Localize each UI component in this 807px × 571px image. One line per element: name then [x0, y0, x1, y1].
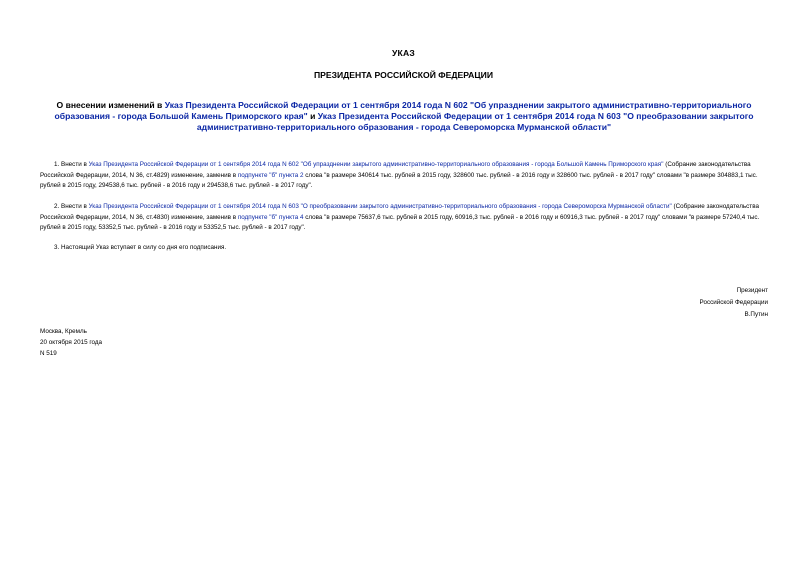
paragraph-1: [40, 160, 772, 192]
doc-type-heading: УКАЗ: [392, 48, 415, 58]
place-city: Москва, Кремль: [40, 328, 87, 335]
paragraph-2: [40, 202, 772, 234]
title-link-decree-603[interactable]: Указ Президента Российской Федерации от 1 сентября 2014 года N 603 "О преобразовании закрытого административно-территориального образования - города Североморска Мурманской области": [196, 111, 754, 132]
issuer-heading: ПРЕЗИДЕНТА РОССИЙСКОЙ ФЕДЕРАЦИИ: [313, 70, 494, 80]
signature-org: Российской Федерации: [699, 299, 768, 306]
place-date-block: [40, 326, 240, 359]
p2-text-b: слова "в размере 75637,6 тыс. рублей в 2015 году, 60916,3 тыс. рублей - в 2016 году и 60916,3 тыс. рублей - в 2017 году" словами "в размере 57240,4 тыс. рублей в 2015 году, 53352,5 тыс. рублей - в 2016 году и 53352,5 тыс. рублей - в 2017 году".: [40, 213, 760, 232]
paragraph-3: [40, 243, 772, 254]
decree-number: N 519: [40, 350, 57, 357]
decree-date: 20 октября 2015 года: [40, 339, 103, 346]
signature-title: Президент: [736, 287, 768, 294]
decree-title: [42, 100, 766, 133]
p1-text-a: (Собрание законодательства Российской Федерации, 2014, N 36, ст.4829) изменение, заменив в: [40, 161, 751, 179]
signature-name: В.Путин: [744, 311, 768, 318]
p2-link-subpoint[interactable]: подпункте "б" пункта 4: [237, 213, 304, 221]
p2-link-decree[interactable]: Указ Президента Российской Федерации от 1 сентября 2014 года N 603 "О преобразовании закрытого административно-территориального образования - города Североморска Мурманской области": [88, 203, 672, 210]
p3-text: 3. Настоящий Указ вступает в силу со дня его подписания.: [54, 244, 227, 251]
p1-text-b: слова "в размере 340614 тыс. рублей в 2015 году, 328600 тыс. рублей - в 2016 году и 328600 тыс. рублей - в 2017 году" словами "в размере 304883,1 тыс. рублей в 2015 году, 294538,6 тыс. рублей - в 2016 году и 294538,6 тыс. рублей - в 2017 году".: [40, 171, 758, 190]
p1-lead: 1. Внести в: [54, 161, 89, 168]
signature-block: [640, 285, 768, 321]
title-link-decree-602[interactable]: Указ Президента Российской Федерации от 1 сентября 2014 года N 602 "Об упразднении закрытого административно-территориального образования - города Большой Камень Приморского края": [54, 100, 752, 121]
p1-link-decree[interactable]: Указ Президента Российской Федерации от 1 сентября 2014 года N 602 "Об упразднении закрытого административно-территориального образования - города Большой Камень Приморского края": [88, 161, 664, 168]
title-middle: и: [307, 111, 318, 121]
p2-text-a: (Собрание законодательства Российской Федерации, 2014, N 36, ст.4830) изменение, заменив в: [40, 203, 759, 221]
title-prefix: О внесении изменений в: [56, 100, 165, 110]
p2-lead: 2. Внести в: [54, 203, 89, 210]
p1-link-subpoint[interactable]: подпункте "б" пункта 2: [237, 171, 304, 179]
